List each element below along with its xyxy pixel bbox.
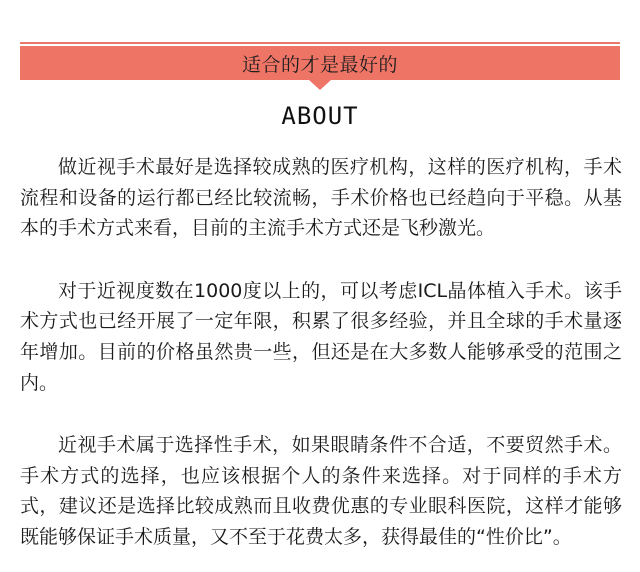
paragraph-3: 近视手术属于选择性手术，如果眼睛条件不合适，不要贸然手术。手术方式的选择，也应该根据个人的条件来选择。对于同样的手术方式，建议还是选择比较成熟而且收费优惠的专业眼科医院，这样才能够既能够保证手术质量，又不至于花费太多，获得最佳的“性价比”。 [20, 434, 622, 548]
paragraph-2: 对于近视度数在1000度以上的，可以考虑ICL晶体植入手术。该手术方式也已经开展了一定年限，积累了很多经验，并且全球的手术量逐年增加。目前的价格虽然贵一些，但还是在大多数人能够承受的范围之内。 [20, 279, 622, 394]
title-banner [20, 42, 620, 80]
banner-bar [20, 46, 620, 80]
section-heading: ABOUT [281, 102, 359, 130]
banner-pointer-arrow [309, 80, 331, 90]
article-body [20, 152, 622, 553]
banner-top-rule [20, 42, 620, 44]
paragraph-1: 做近视手术最好是选择较成熟的医疗机构，这样的医疗机构，手术流程和设备的运行都已经比较流畅，手术价格也已经趋向于平稳。从基本的手术方式来看，目前的主流手术方式还是飞秒激光。 [20, 156, 622, 240]
banner-title: 适合的才是最好的 [241, 53, 398, 76]
